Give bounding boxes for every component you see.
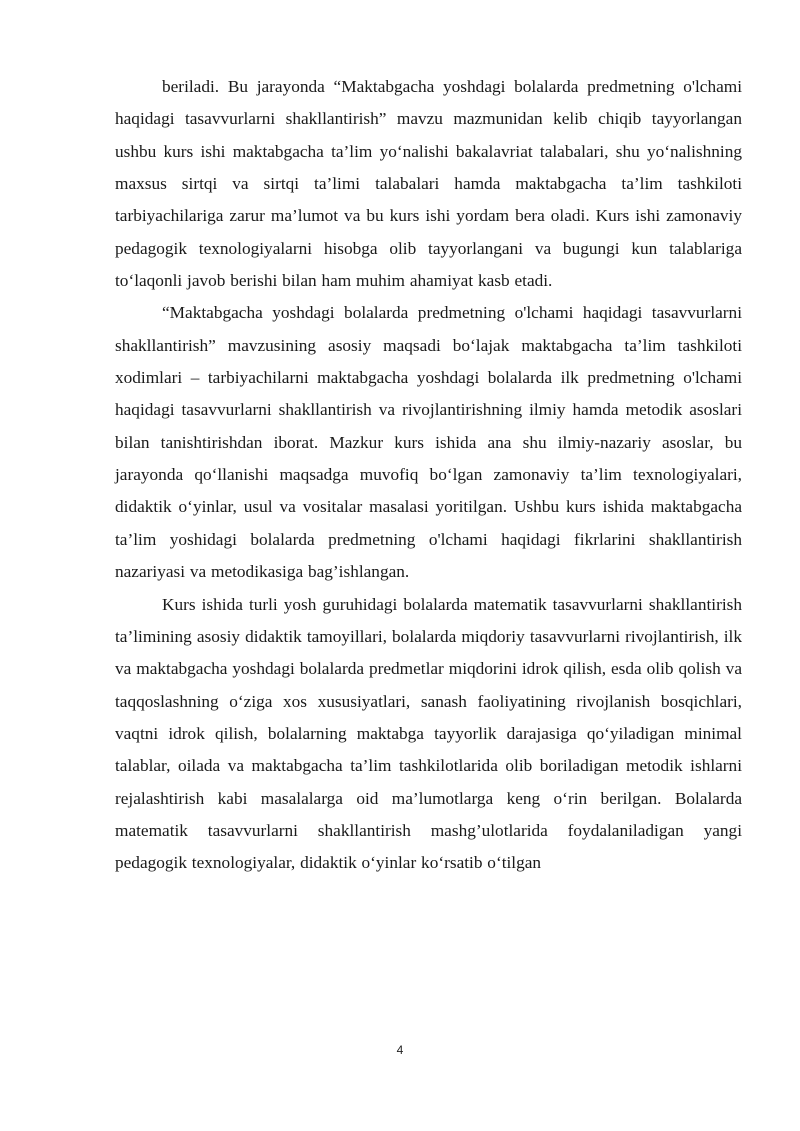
- body-paragraph-1: beriladi. Bu jarayonda “Maktabgacha yoshdagi bolalarda predmetning o'lchami haqidagi tasavvurlarni shakllantirish” mavzu mazmunidan kelib chiqib tayyorlangan ushbu kurs ishi maktabgacha ta’lim yo‘nalishi bakalavriat talabalari, shu yo‘nalishning maxsus sirtqi va sirtqi ta’limi talabalari hamda maktabgacha ta’lim tashkiloti tarbiyachilariga zarur ma’lumot va bu kurs ishi yordam bera oladi. Kurs ishi zamonaviy pedagogik texnologiyalarni hisobga olib tayyorlangani va bugungi kun talablariga to‘laqonli javob berishi bilan ham muhim ahamiyat kasb etadi.: [115, 77, 742, 291]
- body-paragraph-3: Kurs ishida turli yosh guruhidagi bolalarda matematik tasavvurlarni shakllantirish ta’limining asosiy didaktik tamoyillari, bolalarda miqdoriy tasavvurlarni rivojlantirish, ilk va maktabgacha yoshdagi bolalarda predmetlar miqdorini idrok qilish, esda olib qolish va taqqoslashning o‘ziga xos xususiyatlari, sanash faoliyatining rivojlanish bosqichlari, vaqtni idrok qilish, bolalarning maktabga tayyorlik darajasiga qo‘yiladigan minimal talablar, oilada va maktabgacha ta’lim tashkilotlarida olib boriladigan metodik ishlarni rejalashtirish kabi masalalarga oid ma’lumotlarga keng o‘rin berilgan. Bolalarda matematik tasavvurlarni shakllantirish mashg’ulotlarida foydalaniladigan yangi pedagogik texnologiyalar, didaktik o‘yinlar ko‘rsatib o‘tilgan: [115, 594, 742, 873]
- body-paragraph-2: “Maktabgacha yoshdagi bolalarda predmetning o'lchami haqidagi tasavvurlarni shakllantirish” mavzusining asosiy maqsadi bo‘lajak maktabgacha ta’lim tashkiloti xodimlari – tarbiyachilarni maktabgacha yoshdagi bolalarda ilk predmetning o'lchami haqidagi tasavvurlarni shakllantirish va rivojlantirishning ilmiy hamda metodik asoslari bilan tanishtirishdan iborat. Mazkur kurs ishida ana shu ilmiy-nazariy asoslar, bu jarayonda qo‘llanishi maqsadga muvofiq bo‘lgan zamonaviy ta’lim texnologiyalari, didaktik o‘yinlar, usul va vositalar masalasi yoritilgan. Ushbu kurs ishida maktabgacha ta’lim yoshidagi bolalarda predmetning o'lchami haqidagi fikrlarini shakllantirish nazariyasi va metodikasiga bag’ishlangan.: [115, 303, 742, 582]
- page-number: 4: [396, 1043, 404, 1057]
- document-page: [115, 71, 742, 880]
